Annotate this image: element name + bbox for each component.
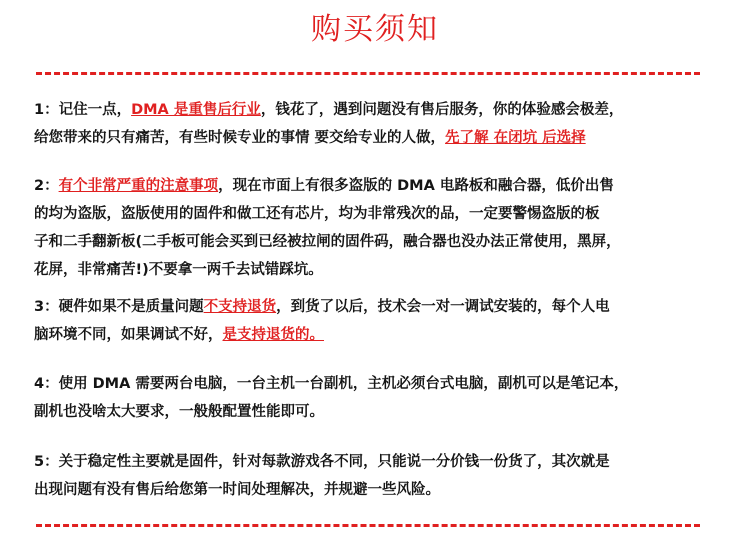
notice-line: 4：使用 DMA 需要两台电脑，一台主机一台副机，主机必须台式电脑，副机可以是笔记本， bbox=[34, 376, 629, 392]
highlight-text: 不支持退货 bbox=[203, 299, 277, 315]
highlight-text: DMA 是重售后行业 bbox=[131, 102, 261, 118]
notice-item-2 bbox=[34, 172, 718, 284]
notice-line: 给您带来的只有痛苦，有些时候专业的事情 要交给专业的人做，先了解 在闭坑 后选择 bbox=[34, 130, 586, 146]
highlight-text: 是支持退货的。 bbox=[222, 327, 324, 343]
page-title: 购买须知 bbox=[311, 12, 439, 47]
notice-line: 花屏，非常痛苦!)不要拿一两千去试错踩坑。 bbox=[34, 262, 323, 278]
notice-line: 子和二手翻新板(二手板可能会买到已经被拉闸的固件码，融合器也没办法正常使用，黑屏， bbox=[34, 234, 621, 250]
notice-item-1 bbox=[34, 96, 718, 152]
notice-line: 副机也没啥太大要求，一般般配置性能即可。 bbox=[34, 404, 324, 420]
notice-item-4 bbox=[34, 370, 718, 426]
notice-line: 1：记住一点，DMA 是重售后行业，钱花了，遇到问题没有售后服务，你的体验感会极差， bbox=[34, 102, 624, 118]
divider-bottom bbox=[36, 524, 700, 527]
divider-top bbox=[36, 72, 700, 75]
highlight-text: 先了解 在闭坑 后选择 bbox=[445, 130, 586, 146]
notice-line: 3：硬件如果不是质量问题不支持退货，到货了以后，技术会一对一调试安装的，每个人电 bbox=[34, 299, 610, 315]
notice-line: 的均为盗版，盗版使用的固件和做工还有芯片，均为非常残次的品，一定要警惕盗版的板 bbox=[34, 206, 600, 222]
notice-item-5 bbox=[34, 448, 718, 504]
highlight-text: 有个非常严重的注意事项 bbox=[58, 178, 219, 194]
notice-line: 2：有个非常严重的注意事项，现在市面上有很多盗版的 DMA 电路板和融合器，低价出售 bbox=[34, 178, 614, 194]
notice-line: 脑环境不同，如果调试不好，是支持退货的。 bbox=[34, 327, 324, 343]
notice-line: 出现问题有没有售后给您第一时间处理解决，并规避一些风险。 bbox=[34, 482, 440, 498]
notice-item-3 bbox=[34, 293, 718, 349]
notice-line: 5：关于稳定性主要就是固件，针对每款游戏各不同，只能说一分价钱一份货了，其次就是 bbox=[34, 454, 610, 470]
